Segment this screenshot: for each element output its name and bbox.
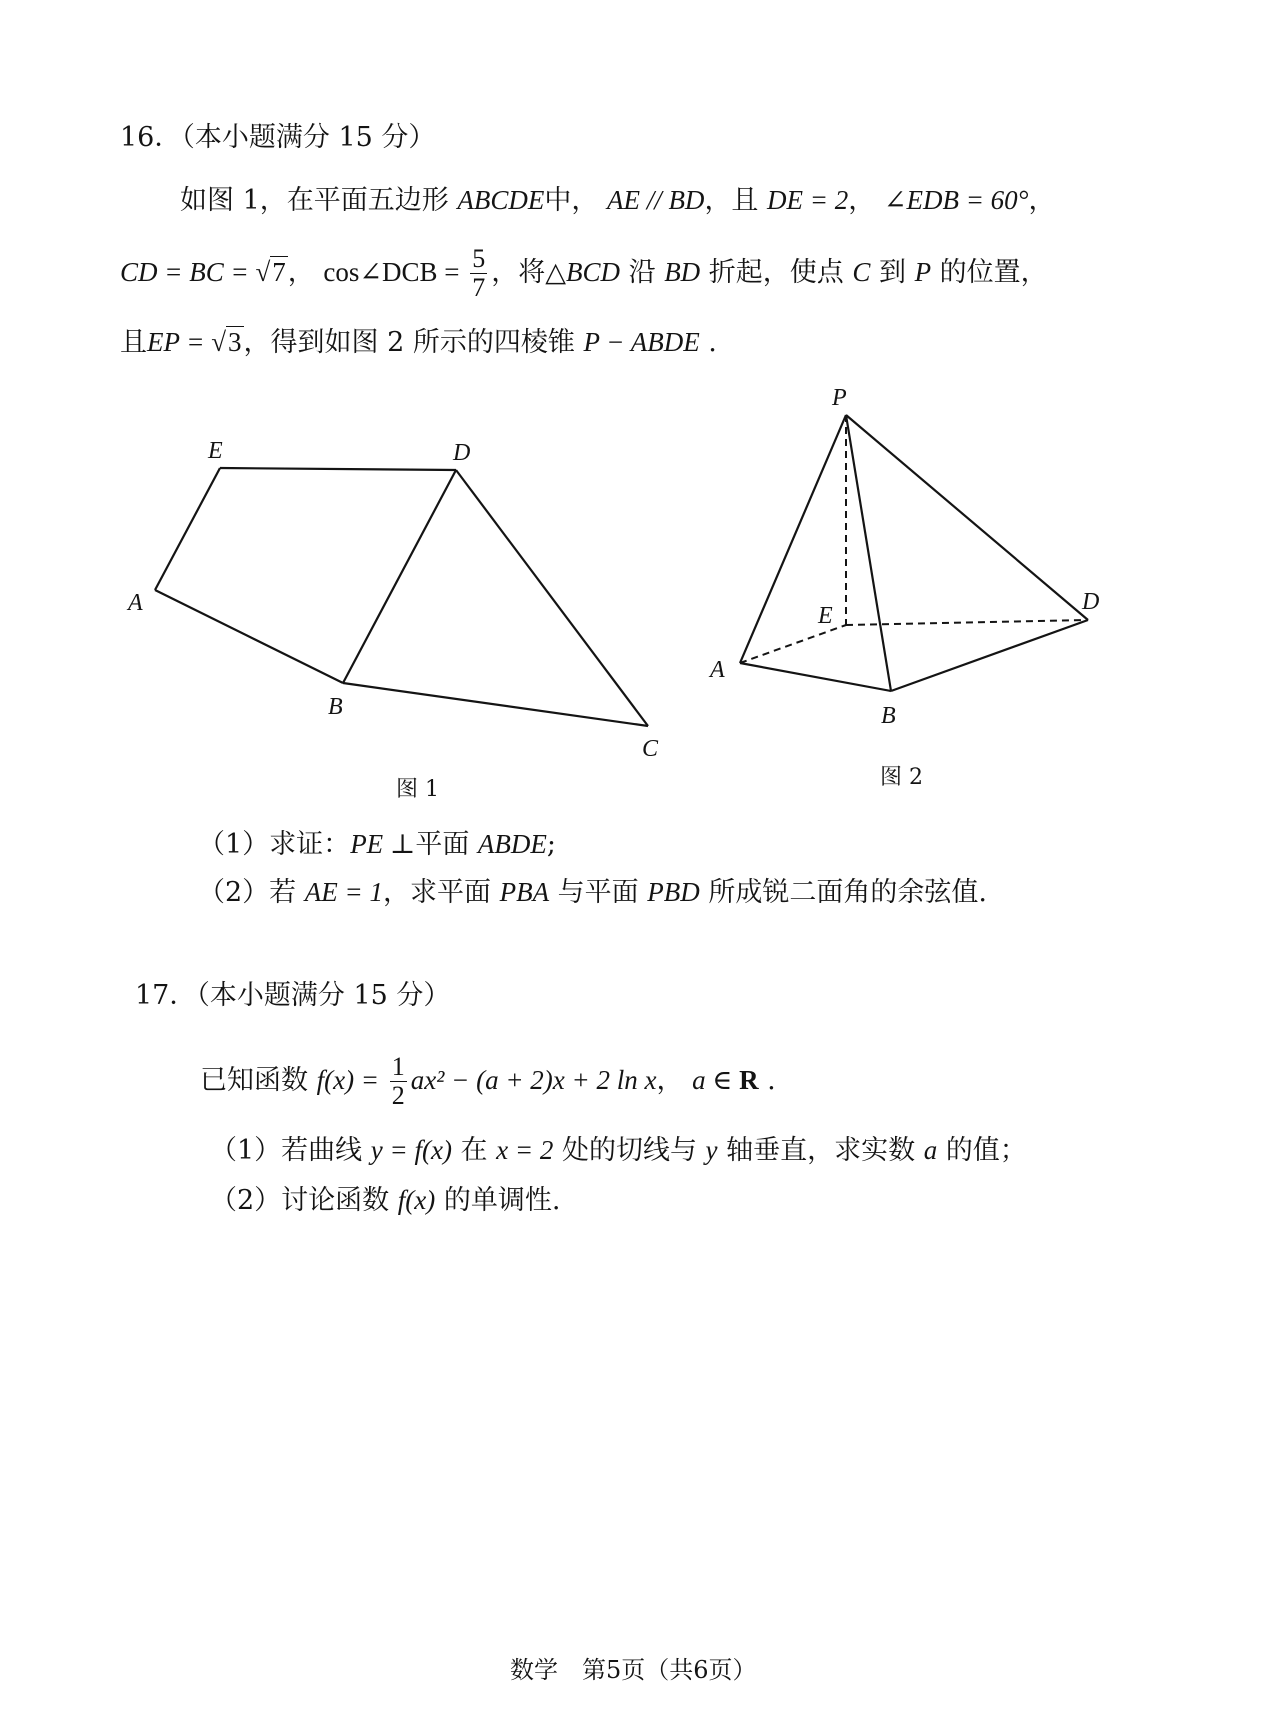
figure-1 (110, 420, 690, 780)
page-footer: 数学 第5页（共6页） (510, 1656, 757, 1684)
numerator: 5 (472, 244, 486, 273)
edge-DC (456, 470, 648, 726)
q17-part2 (210, 1180, 560, 1221)
edge-PB (846, 415, 891, 691)
text: 与平面 (557, 877, 639, 908)
sqrt: √7 (255, 257, 286, 287)
math: CD = BC = (120, 257, 256, 287)
math: x = 2 (496, 1135, 554, 1165)
math: ABDE (477, 829, 547, 859)
edge-BD (891, 620, 1088, 691)
text: （2）讨论函数 (210, 1185, 390, 1216)
text: 的值； (945, 1135, 1027, 1166)
label-A: A (710, 657, 725, 683)
text: （1）求证： (198, 829, 351, 860)
label-E: E (208, 438, 223, 464)
edge-BC (343, 683, 648, 726)
label-P: P (832, 385, 847, 411)
figure-1-caption: 图 1 (396, 777, 439, 802)
text: 的单调性. (443, 1185, 561, 1216)
math: cos∠DCB = (323, 257, 467, 287)
text: 折起，使点 (708, 257, 844, 288)
edge-AE (155, 468, 220, 590)
text: 的位置， (939, 257, 1048, 288)
q16-part1 (198, 824, 556, 865)
fraction (470, 245, 487, 302)
edge-DB (343, 470, 456, 683)
numerator: 1 (391, 1052, 405, 1081)
math: DE = 2 (767, 185, 849, 215)
text: 处的切线与 (561, 1135, 697, 1166)
text: . (708, 327, 717, 358)
math: y (705, 1135, 718, 1165)
label-B: B (328, 694, 343, 720)
math: AE = 1 (304, 877, 383, 907)
text: 如图 1，在平面五边形 (180, 185, 449, 216)
label-B: B (881, 703, 896, 729)
edge-ED-hidden (846, 620, 1088, 625)
math: a (923, 1135, 938, 1165)
math: C (852, 257, 871, 287)
math: y = f(x) (370, 1135, 452, 1165)
math: P − ABDE (583, 327, 700, 357)
math: f(x) = (316, 1065, 386, 1095)
text: ; (546, 829, 557, 860)
text: . (767, 1065, 776, 1096)
text: 且 (120, 327, 147, 358)
math: AE // BD (606, 185, 705, 215)
math: PBA (499, 877, 550, 907)
label-D: D (453, 440, 471, 466)
text: 轴垂直，求实数 (726, 1135, 916, 1166)
math: ABCDE (457, 185, 545, 215)
math: f(x) (397, 1185, 436, 1215)
text: 沿 (628, 257, 656, 288)
math: BCD (566, 257, 620, 287)
figure-2 (700, 385, 1130, 730)
text: 在 (460, 1135, 488, 1166)
q16-stem-line2 (120, 242, 1048, 303)
text: 已知函数 (200, 1065, 308, 1096)
figure-2-caption: 图 2 (880, 765, 923, 790)
edge-AB (740, 663, 891, 691)
text: （2）若 (198, 877, 297, 908)
edge-ED (220, 468, 456, 470)
edge-AB (155, 590, 343, 683)
math: EP = (147, 327, 212, 357)
q17-part1 (210, 1130, 1027, 1171)
text: ，求平面 (383, 877, 491, 908)
math: ∠EDB = 60° (883, 185, 1029, 215)
text: 平面 (415, 829, 470, 860)
text: ， (287, 257, 315, 288)
label-C: C (642, 736, 659, 762)
fraction (390, 1053, 407, 1110)
q16-header: 16．（本小题满分 15 分） (120, 122, 436, 153)
radicand: 3 (228, 327, 242, 357)
q17-header: 17．（本小题满分 15 分） (135, 980, 451, 1011)
text: 所成锐二面角的余弦值. (708, 877, 987, 908)
text: 到 (878, 257, 906, 288)
math: a ∈ (692, 1065, 740, 1095)
edge-PD (846, 415, 1088, 620)
text: ， (848, 185, 876, 216)
text: ， (1028, 185, 1056, 216)
denominator: 2 (391, 1081, 405, 1110)
radicand: 7 (272, 257, 286, 287)
sqrt: √3 (211, 327, 242, 357)
label-A: A (128, 590, 143, 616)
math: PE ⊥ (350, 829, 416, 859)
q16-part2 (198, 872, 987, 913)
text: ， (656, 1065, 684, 1096)
text: 中， (544, 185, 599, 216)
text: ，得到如图 2 所示的四棱锥 (243, 327, 575, 358)
math: ax² − (a + 2)x + 2 ln x (410, 1065, 657, 1095)
text: ，且 (704, 185, 759, 216)
text: （1）若曲线 (210, 1135, 363, 1166)
math: P (914, 257, 932, 287)
edge-AE-hidden (740, 625, 846, 663)
math: PBD (647, 877, 700, 907)
math: R (739, 1065, 759, 1095)
q16-stem-line1 (180, 180, 1055, 221)
text: ，将△ (491, 257, 566, 288)
math: BD (664, 257, 701, 287)
label-E: E (818, 603, 833, 629)
q17-stem (200, 1050, 776, 1111)
q16-stem-line3 (120, 322, 717, 363)
label-D: D (1082, 589, 1100, 615)
denominator: 7 (472, 273, 486, 302)
